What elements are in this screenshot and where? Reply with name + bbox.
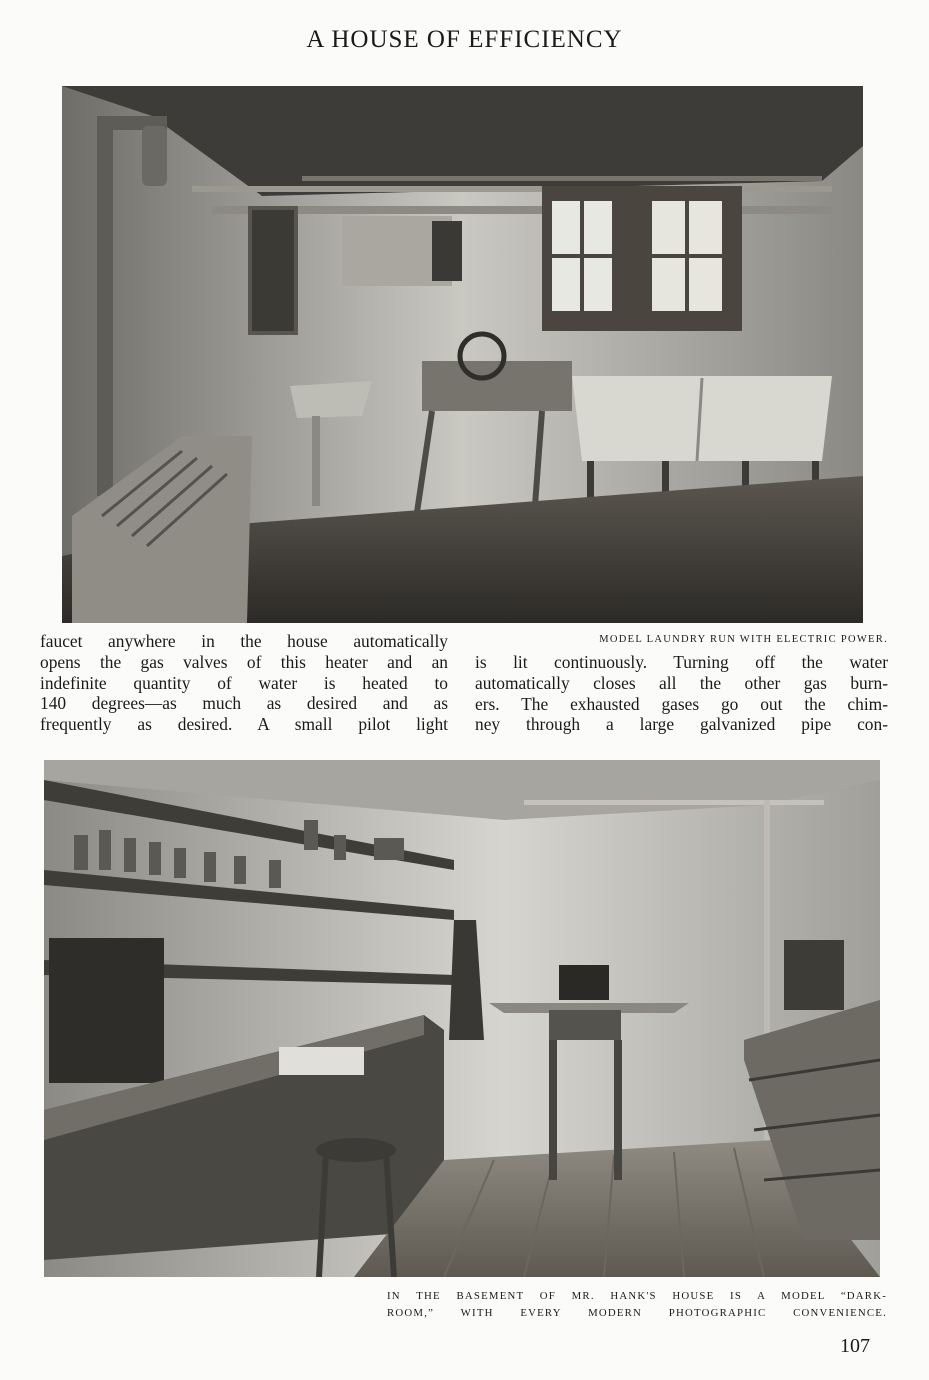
caption-line: IN THE BASEMENT OF MR. HANK'S HOUSE IS A MODEL “DARK-: [387, 1290, 887, 1302]
body-text-line: 140 degrees—as much as desired and as: [40, 693, 448, 714]
body-text-line: opens the gas valves of this heater and an: [40, 651, 448, 672]
body-text-line: faucet anywhere in the house automatically: [40, 631, 448, 651]
darkroom-photo-caption: [387, 1288, 887, 1322]
page-number: 107: [840, 1335, 870, 1357]
darkroom-photo: [44, 760, 880, 1277]
body-text-left-column: [40, 631, 448, 735]
laundry-photo-caption: MODEL LAUNDRY RUN WITH ELECTRIC POWER.: [599, 634, 888, 645]
page-title: A HOUSE OF EFFICIENCY: [306, 26, 623, 53]
body-text-line: is lit continuously. Turning off the water: [475, 652, 888, 672]
body-text-line: ers. The exhausted gases go out the chim-: [475, 693, 888, 714]
body-text-line: automatically closes all the other gas burn-: [475, 672, 888, 693]
body-text-line: ney through a large galvanized pipe con-: [475, 714, 888, 735]
body-text-right-column: [475, 631, 888, 735]
caption-line: ROOM,” WITH EVERY MODERN PHOTOGRAPHIC CONVENIENCE.: [387, 1307, 887, 1319]
body-text-line: frequently as desired. A small pilot light: [40, 714, 448, 735]
body-text-line: indefinite quantity of water is heated to: [40, 672, 448, 693]
laundry-room-photo: [62, 86, 863, 623]
